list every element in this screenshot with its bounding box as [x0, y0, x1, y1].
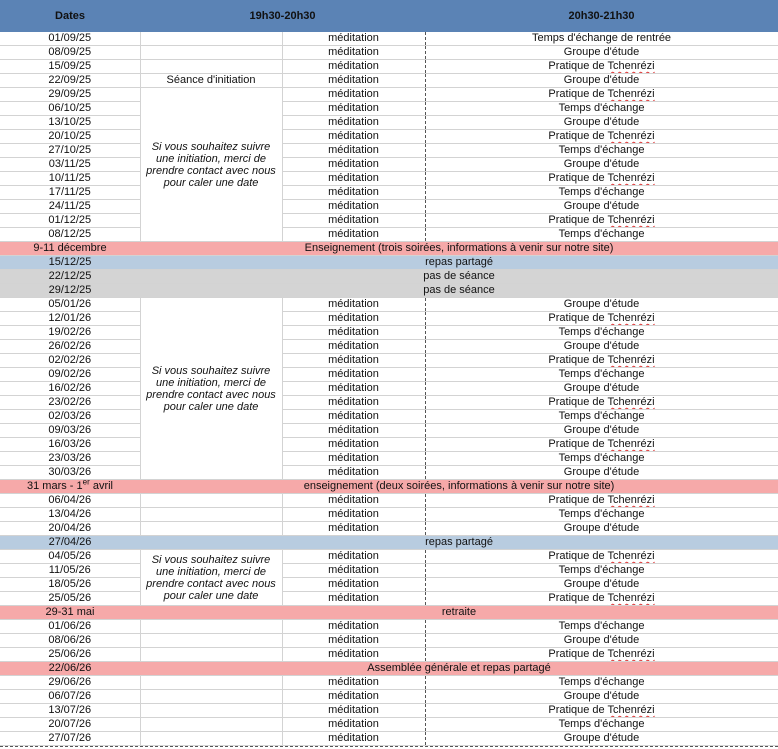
- empty-cell: [140, 718, 282, 732]
- topic-text: Pratique de: [548, 172, 608, 184]
- table-row: [0, 354, 778, 368]
- date-cell: 24/11/25: [0, 200, 140, 214]
- meditation-cell: méditation: [282, 200, 425, 214]
- empty-cell: [140, 704, 282, 718]
- date-cell: 22/12/25: [0, 270, 140, 284]
- date-cell: 29/06/26: [0, 676, 140, 690]
- meditation-cell: méditation: [282, 550, 425, 564]
- table-row: [0, 578, 778, 592]
- topic-text: Pratique de: [548, 704, 608, 716]
- event-description: repas partagé: [140, 256, 778, 270]
- topic-cell: [425, 88, 778, 102]
- topic-cell: Temps d'échange: [425, 718, 778, 732]
- table-row: [0, 46, 778, 60]
- topic-cell: Groupe d'étude: [425, 690, 778, 704]
- meditation-cell: méditation: [282, 32, 425, 46]
- spellcheck-word: Tchenrézi: [607, 648, 655, 660]
- topic-cell: Temps d'échange: [425, 508, 778, 522]
- event-row: [0, 256, 778, 270]
- header-slot1: 19h30-20h30: [140, 0, 425, 32]
- table-row: [0, 732, 778, 746]
- meditation-cell: méditation: [282, 718, 425, 732]
- meditation-cell: méditation: [282, 564, 425, 578]
- topic-cell: Temps d'échange: [425, 228, 778, 242]
- meditation-cell: méditation: [282, 634, 425, 648]
- empty-cell: [140, 648, 282, 662]
- table-row: [0, 704, 778, 718]
- topic-text: Pratique de: [548, 494, 608, 506]
- table-row: [0, 228, 778, 242]
- date-cell: 13/10/25: [0, 116, 140, 130]
- topic-cell: Groupe d'étude: [425, 578, 778, 592]
- meditation-cell: méditation: [282, 648, 425, 662]
- date-cell: 30/03/26: [0, 466, 140, 480]
- event-row: [0, 480, 778, 494]
- empty-cell: [140, 676, 282, 690]
- date-cell: 25/06/26: [0, 648, 140, 662]
- topic-text: Pratique de: [548, 592, 608, 604]
- table-row: [0, 214, 778, 228]
- date-cell: 08/12/25: [0, 228, 140, 242]
- topic-text: Pratique de: [548, 60, 608, 72]
- meditation-cell: méditation: [282, 592, 425, 606]
- meditation-cell: méditation: [282, 690, 425, 704]
- spellcheck-word: Tchenrézi: [607, 130, 655, 142]
- topic-cell: [425, 592, 778, 606]
- table-row: [0, 634, 778, 648]
- table-row: [0, 74, 778, 88]
- table-row: [0, 396, 778, 410]
- table-row: [0, 144, 778, 158]
- empty-cell: [140, 494, 282, 508]
- topic-cell: Groupe d'étude: [425, 522, 778, 536]
- table-row: [0, 102, 778, 116]
- meditation-cell: méditation: [282, 88, 425, 102]
- meditation-cell: méditation: [282, 494, 425, 508]
- table-row: [0, 368, 778, 382]
- meditation-cell: méditation: [282, 74, 425, 88]
- event-description: repas partagé: [140, 536, 778, 550]
- meditation-cell: méditation: [282, 424, 425, 438]
- topic-cell: Temps d'échange: [425, 676, 778, 690]
- spellcheck-word: Tchenrézi: [607, 88, 655, 100]
- topic-cell: [425, 704, 778, 718]
- meditation-cell: méditation: [282, 396, 425, 410]
- table-row: [0, 326, 778, 340]
- spellcheck-word: Tchenrézi: [607, 214, 655, 226]
- meditation-cell: méditation: [282, 116, 425, 130]
- topic-cell: Temps d'échange: [425, 144, 778, 158]
- table-row: [0, 424, 778, 438]
- meditation-cell: méditation: [282, 452, 425, 466]
- meditation-cell: méditation: [282, 130, 425, 144]
- topic-text: Pratique de: [548, 130, 608, 142]
- date-cell: 16/03/26: [0, 438, 140, 452]
- date-cell: 17/11/25: [0, 186, 140, 200]
- date-cell: 29/12/25: [0, 284, 140, 298]
- table-row: [0, 522, 778, 536]
- date-cell: 22/09/25: [0, 74, 140, 88]
- date-cell: 09/02/26: [0, 368, 140, 382]
- meditation-cell: méditation: [282, 508, 425, 522]
- date-cell: 06/04/26: [0, 494, 140, 508]
- topic-cell: Temps d'échange: [425, 186, 778, 200]
- spellcheck-word: Tchenrézi: [607, 312, 655, 324]
- date-cell: 13/07/26: [0, 704, 140, 718]
- date-cell: 25/05/26: [0, 592, 140, 606]
- date-cell: 01/09/25: [0, 32, 140, 46]
- date-cell: 12/01/26: [0, 312, 140, 326]
- spellcheck-word: Tchenrézi: [607, 494, 655, 506]
- topic-cell: [425, 214, 778, 228]
- date-cell: 26/02/26: [0, 340, 140, 354]
- meditation-cell: méditation: [282, 312, 425, 326]
- date-cell: 29/09/25: [0, 88, 140, 102]
- date-cell: 23/03/26: [0, 452, 140, 466]
- date-cell: 9-11 décembre: [0, 242, 140, 256]
- table-row: [0, 410, 778, 424]
- topic-cell: Groupe d'étude: [425, 158, 778, 172]
- event-description: Enseignement (trois soirées, informations à venir sur notre site): [140, 242, 778, 256]
- topic-cell: Groupe d'étude: [425, 116, 778, 130]
- topic-cell: Groupe d'étude: [425, 382, 778, 396]
- meditation-cell: méditation: [282, 578, 425, 592]
- meditation-cell: méditation: [282, 172, 425, 186]
- date-cell: [0, 480, 140, 494]
- meditation-cell: méditation: [282, 466, 425, 480]
- event-row: [0, 662, 778, 676]
- meditation-cell: méditation: [282, 298, 425, 312]
- meditation-cell: méditation: [282, 340, 425, 354]
- date-cell: 02/02/26: [0, 354, 140, 368]
- table-row: [0, 690, 778, 704]
- meditation-cell: méditation: [282, 186, 425, 200]
- date-cell: 15/12/25: [0, 256, 140, 270]
- table-row: [0, 130, 778, 144]
- event-description: pas de séance: [140, 270, 778, 284]
- topic-cell: [425, 396, 778, 410]
- table-row: [0, 438, 778, 452]
- initiation-note: Si vous souhaitez suivre une initiation, merci de prendre contact avec nous pour caler une date: [140, 550, 282, 606]
- topic-cell: Groupe d'étude: [425, 732, 778, 746]
- meditation-cell: méditation: [282, 158, 425, 172]
- spellcheck-word: Tchenrézi: [607, 354, 655, 366]
- topic-cell: Temps d'échange: [425, 326, 778, 340]
- topic-cell: Groupe d'étude: [425, 634, 778, 648]
- table-row: [0, 298, 778, 312]
- table-row: [0, 312, 778, 326]
- date-cell: 06/07/26: [0, 690, 140, 704]
- meditation-cell: méditation: [282, 368, 425, 382]
- header-dates: Dates: [0, 0, 140, 32]
- spellcheck-word: Tchenrézi: [607, 704, 655, 716]
- date-cell: 01/06/26: [0, 620, 140, 634]
- date-cell: 02/03/26: [0, 410, 140, 424]
- date-cell: 11/05/26: [0, 564, 140, 578]
- date-cell: 29-31 mai: [0, 606, 140, 620]
- table-row: [0, 718, 778, 732]
- topic-cell: Groupe d'étude: [425, 74, 778, 88]
- table-row: [0, 550, 778, 564]
- topic-cell: Temps d'échange: [425, 452, 778, 466]
- meditation-cell: méditation: [282, 144, 425, 158]
- topic-cell: [425, 130, 778, 144]
- table-row: [0, 32, 778, 46]
- topic-text: Pratique de: [548, 550, 608, 562]
- spellcheck-word: Tchenrézi: [607, 60, 655, 72]
- date-cell: 22/06/26: [0, 662, 140, 676]
- meditation-cell: méditation: [282, 102, 425, 116]
- topic-cell: Temps d'échange: [425, 410, 778, 424]
- date-cell: 05/01/26: [0, 298, 140, 312]
- date-cell: 16/02/26: [0, 382, 140, 396]
- event-row: [0, 242, 778, 256]
- table-row: [0, 592, 778, 606]
- table-row: [0, 382, 778, 396]
- topic-cell: Temps d'échange: [425, 102, 778, 116]
- meditation-cell: méditation: [282, 60, 425, 74]
- date-superscript: er: [82, 479, 90, 487]
- date-cell: 19/02/26: [0, 326, 140, 340]
- date-cell: 08/06/26: [0, 634, 140, 648]
- topic-cell: [425, 648, 778, 662]
- table-row: [0, 620, 778, 634]
- event-description: Assemblée générale et repas partagé: [140, 662, 778, 676]
- empty-cell: [140, 522, 282, 536]
- empty-cell: [140, 690, 282, 704]
- table-row: [0, 60, 778, 74]
- date-cell: 15/09/25: [0, 60, 140, 74]
- empty-cell: [140, 60, 282, 74]
- spellcheck-word: Tchenrézi: [607, 396, 655, 408]
- initiation-note: Si vous souhaitez suivre une initiation, merci de prendre contact avec nous pour caler une date: [140, 298, 282, 480]
- table-row: [0, 172, 778, 186]
- table-row: [0, 466, 778, 480]
- page-bottom-divider: [0, 746, 778, 747]
- event-row: [0, 270, 778, 284]
- topic-cell: Groupe d'étude: [425, 298, 778, 312]
- meditation-cell: méditation: [282, 676, 425, 690]
- date-cell: 20/04/26: [0, 522, 140, 536]
- meditation-cell: méditation: [282, 214, 425, 228]
- meditation-cell: méditation: [282, 522, 425, 536]
- date-cell: 13/04/26: [0, 508, 140, 522]
- date-cell: 09/03/26: [0, 424, 140, 438]
- date-cell: 08/09/25: [0, 46, 140, 60]
- meditation-cell: méditation: [282, 228, 425, 242]
- date-text: avril: [89, 480, 113, 492]
- meditation-cell: méditation: [282, 732, 425, 746]
- table-row: [0, 648, 778, 662]
- event-description: retraite: [140, 606, 778, 620]
- meditation-cell: méditation: [282, 438, 425, 452]
- topic-cell: Temps d'échange: [425, 368, 778, 382]
- topic-text: Pratique de: [548, 354, 608, 366]
- topic-cell: [425, 494, 778, 508]
- topic-cell: [425, 354, 778, 368]
- meditation-cell: méditation: [282, 704, 425, 718]
- table-row: [0, 564, 778, 578]
- meditation-cell: méditation: [282, 326, 425, 340]
- date-cell: 23/02/26: [0, 396, 140, 410]
- empty-cell: [140, 32, 282, 46]
- schedule-body: [0, 32, 778, 746]
- spellcheck-word: Tchenrézi: [607, 550, 655, 562]
- initiation-note: Si vous souhaitez suivre une initiation, merci de prendre contact avec nous pour caler une date: [140, 88, 282, 242]
- date-cell: 18/05/26: [0, 578, 140, 592]
- header-row: [0, 0, 778, 32]
- table-row: [0, 452, 778, 466]
- topic-cell: [425, 312, 778, 326]
- topic-cell: Groupe d'étude: [425, 200, 778, 214]
- topic-text: Pratique de: [548, 648, 608, 660]
- date-cell: 06/10/25: [0, 102, 140, 116]
- date-text: 31 mars - 1: [27, 480, 83, 492]
- topic-text: Pratique de: [548, 214, 608, 226]
- table-row: [0, 200, 778, 214]
- table-row: [0, 340, 778, 354]
- event-row: [0, 284, 778, 298]
- meditation-cell: méditation: [282, 410, 425, 424]
- topic-text: Pratique de: [548, 438, 608, 450]
- event-row: [0, 536, 778, 550]
- event-row: [0, 606, 778, 620]
- empty-cell: [140, 46, 282, 60]
- table-row: [0, 494, 778, 508]
- topic-text: Pratique de: [548, 312, 608, 324]
- table-row: [0, 676, 778, 690]
- topic-cell: Groupe d'étude: [425, 46, 778, 60]
- date-cell: 10/11/25: [0, 172, 140, 186]
- date-cell: 27/07/26: [0, 732, 140, 746]
- topic-cell: Groupe d'étude: [425, 340, 778, 354]
- spellcheck-word: Tchenrézi: [607, 172, 655, 184]
- table-row: [0, 158, 778, 172]
- topic-cell: [425, 550, 778, 564]
- meditation-cell: méditation: [282, 354, 425, 368]
- topic-cell: [425, 172, 778, 186]
- topic-text: Pratique de: [548, 88, 608, 100]
- topic-cell: Temps d'échange: [425, 620, 778, 634]
- empty-cell: [140, 620, 282, 634]
- date-cell: 20/10/25: [0, 130, 140, 144]
- topic-cell: Groupe d'étude: [425, 466, 778, 480]
- topic-cell: Temps d'échange de rentrée: [425, 32, 778, 46]
- meditation-cell: méditation: [282, 382, 425, 396]
- table-row: [0, 116, 778, 130]
- topic-text: Pratique de: [548, 396, 608, 408]
- spellcheck-word: Tchenrézi: [607, 592, 655, 604]
- table-row: [0, 88, 778, 102]
- empty-cell: [140, 732, 282, 746]
- empty-cell: [140, 508, 282, 522]
- date-cell: 27/10/25: [0, 144, 140, 158]
- table-row: [0, 186, 778, 200]
- topic-cell: Temps d'échange: [425, 564, 778, 578]
- empty-cell: [140, 634, 282, 648]
- initiation-session-cell: Séance d'initiation: [140, 74, 282, 88]
- meditation-cell: méditation: [282, 46, 425, 60]
- event-description: pas de séance: [140, 284, 778, 298]
- meditation-cell: méditation: [282, 620, 425, 634]
- date-cell: 03/11/25: [0, 158, 140, 172]
- table-row: [0, 508, 778, 522]
- topic-cell: [425, 438, 778, 452]
- date-cell: 01/12/25: [0, 214, 140, 228]
- date-cell: 27/04/26: [0, 536, 140, 550]
- event-description: enseignement (deux soirées, informations à venir sur notre site): [140, 480, 778, 494]
- topic-cell: [425, 60, 778, 74]
- date-cell: 20/07/26: [0, 718, 140, 732]
- header-slot2: 20h30-21h30: [425, 0, 778, 32]
- topic-cell: Groupe d'étude: [425, 424, 778, 438]
- date-cell: 04/05/26: [0, 550, 140, 564]
- spellcheck-word: Tchenrézi: [607, 438, 655, 450]
